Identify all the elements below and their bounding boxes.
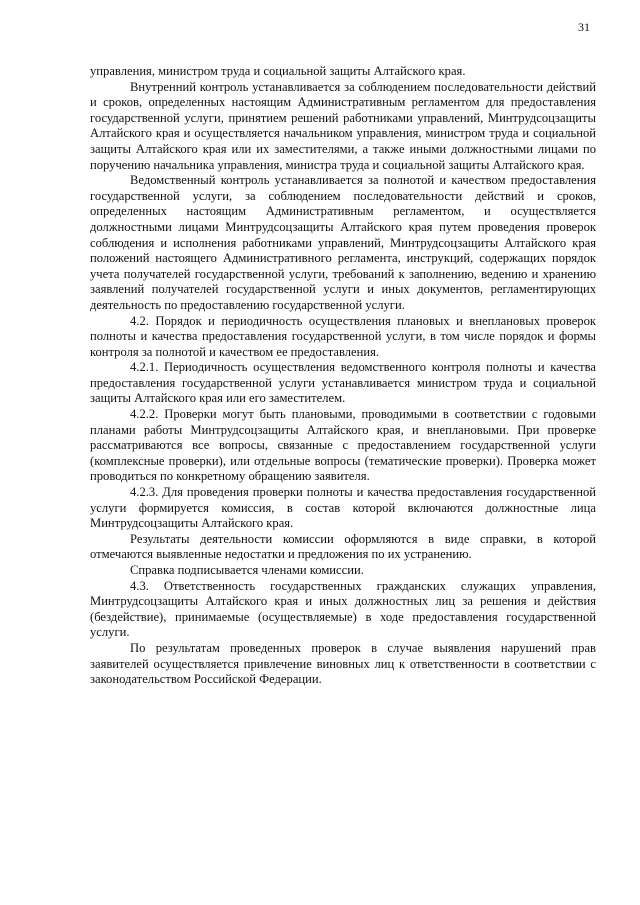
document-body <box>90 64 596 688</box>
page-number: 31 <box>578 20 590 34</box>
paragraph-section-4-2: 4.2. Порядок и периодичность осуществления плановых и внеплановых проверок полноты и качества предоставления государственной услуги, в том числе порядок и формы контроля за полнотой и качеством ее предоставления. <box>90 313 596 359</box>
paragraph-section-4-2-2: 4.2.2. Проверки могут быть плановыми, проводимыми в соответствии с годовыми планами работы Минтрудсоцзащиты Алтайского края, и внеплановыми. При проверке рассматриваются все вопросы, связанные с предоставлением государственной услуги (комплексные проверки), или отдельные вопросы (тематические проверки). Проверка может проводиться по конкретному обращению заявителя. <box>90 407 596 484</box>
paragraph-continuation: управления, министром труда и социальной защиты Алтайского края. <box>90 64 466 78</box>
paragraph-violations: По результатам проведенных проверок в случае выявления нарушений прав заявителей осуществляется привлечение виновных лиц к ответственности в соответствии с законодательством Российской Федерации. <box>90 640 596 687</box>
paragraph-internal-control: Внутренний контроль устанавливается за соблюдением последовательности действий и сроков, определенных настоящим Административным регламентом для предоставления государственной услуги, принятием решений работниками управлений, Минтрудсоцзащиты Алтайского края и осуществляется начальником управления, министром труда и социальной защиты Алтайского края или их заместителями, а также иными должностными лицами по поручению начальника управления, министра труда и социальной защиты Алтайского края. <box>90 79 596 172</box>
paragraph-departmental-control: Ведомственный контроль устанавливается за полнотой и качеством предоставления государственной услуги, за соблюдением последовательности действий и сроков, определенных настоящим Административным регламентом, и осуществляется должностными лицами Минтрудсоцзащиты Алтайского края путем проведения проверок соблюдения и исполнения работниками управлений, Минтрудсоцзащиты Алтайского края положений настоящего Административного регламента, инструкций, содержащих порядок учета получателей государственной услуги, требований к заполнению, ведению и хранению заявлений получателей государственной услуги и иных документов, регламентирующих деятельность по предоставлению государственной услуги. <box>90 173 596 312</box>
paragraph-section-4-2-1: 4.2.1. Периодичность осуществления ведомственного контроля полноты и качества предоставления государственной услуги устанавливается министром труда и социальной защиты Алтайского края или его заместителем. <box>90 360 596 406</box>
paragraph-report-signed: Справка подписывается членами комиссии. <box>130 563 364 577</box>
paragraph-commission-results: Результаты деятельности комиссии оформляются в виде справки, в которой отмечаются выявленные недостатки и предложения по их устранению. <box>90 531 596 562</box>
paragraph-section-4-3: 4.3. Ответственность государственных гражданских служащих управления, Минтрудсоцзащиты Алтайского края и иных должностных лиц за решения и действия (бездействие), принимаемые (осуществляемые) в ходе предоставления государственной услуги. <box>90 578 596 640</box>
paragraph-section-4-2-3: 4.2.3. Для проведения проверки полноты и качества предоставления государственной услуги формируется комиссия, в состав которой включаются должностные лица Минтрудсоцзащиты Алтайского края. <box>90 485 596 531</box>
